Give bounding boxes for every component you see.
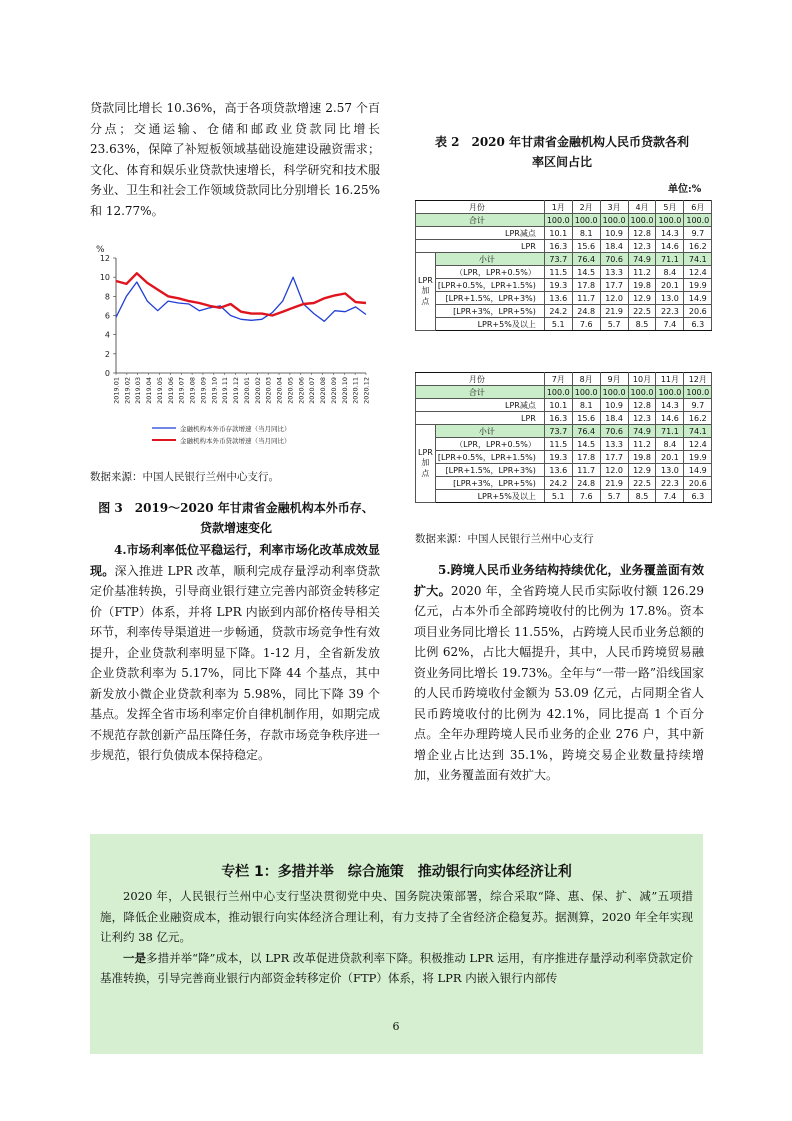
table-caption-line2: 率区间占比 bbox=[531, 155, 592, 169]
value-cell: 21.9 bbox=[600, 305, 628, 318]
value-cell: 100.0 bbox=[684, 386, 712, 399]
table-row bbox=[416, 438, 712, 451]
value-cell: 1月 bbox=[544, 201, 572, 214]
value-cell: 19.3 bbox=[544, 451, 572, 464]
y-axis-unit-label: % bbox=[96, 245, 105, 255]
x-tick-label: 2020.01 bbox=[242, 377, 251, 404]
x-tick-label: 2020.10 bbox=[340, 377, 349, 404]
table-row bbox=[416, 464, 712, 477]
value-cell: 17.7 bbox=[600, 279, 628, 292]
x-tick-label: 2020.11 bbox=[351, 377, 360, 404]
chart-legend bbox=[152, 424, 291, 445]
value-cell: 13.0 bbox=[656, 292, 684, 305]
x-tick-label: 2020.04 bbox=[275, 377, 284, 404]
loan-growth-line bbox=[116, 273, 366, 315]
value-cell: 7.4 bbox=[656, 490, 684, 503]
y-tick-label: 10 bbox=[99, 273, 110, 283]
table-row bbox=[416, 399, 712, 412]
value-cell: 19.9 bbox=[684, 279, 712, 292]
value-cell: 12.9 bbox=[628, 292, 656, 305]
value-cell: 8.1 bbox=[572, 227, 600, 240]
x-tick-label: 2020.06 bbox=[297, 377, 306, 404]
value-cell: 19.3 bbox=[544, 279, 572, 292]
value-cell: 71.1 bbox=[656, 253, 684, 266]
table-caption-line1: 表 2 2020 年甘肃省金融机构人民币贷款各利 bbox=[434, 135, 690, 149]
value-cell: 14.3 bbox=[656, 227, 684, 240]
group-label-cell: LPR 加点 bbox=[416, 253, 436, 331]
legend-label: 金融机构本外币存款增速（当月同比） bbox=[180, 425, 291, 433]
table-source: 数据来源：中国人民银行兰州中心支行 bbox=[415, 533, 594, 545]
chart-source: 数据来源：中国人民银行兰州中心支行。 bbox=[90, 471, 279, 483]
value-cell: 14.6 bbox=[656, 240, 684, 253]
value-cell: 19.9 bbox=[684, 451, 712, 464]
special-column-para1: 2020 年，人民银行兰州中心支行坚决贯彻党中央、国务院决策部署，综合采取“降、惠、保、扩、减”五项措施，降低企业融资成本，推动银行向实体经济合理让利，有力支持了全省经济企稳复苏。据测算，2020 年全年实现让利约 38 亿元。 bbox=[100, 889, 693, 944]
table-row bbox=[416, 279, 712, 292]
row-label-cell: LPR减点 bbox=[416, 399, 545, 412]
x-tick-label: 2020.05 bbox=[286, 377, 295, 404]
group-label-cell: LPR 加点 bbox=[416, 425, 436, 503]
value-cell: 6.3 bbox=[684, 490, 712, 503]
figure-caption-line2: 贷款增速变化 bbox=[199, 521, 272, 535]
value-cell: 8.1 bbox=[572, 399, 600, 412]
table-row bbox=[416, 227, 712, 240]
value-cell: 11.5 bbox=[544, 266, 572, 279]
chart-series bbox=[116, 273, 366, 321]
figure-caption-line1: 图 3 2019～2020 年甘肃省金融机构本外币存、 bbox=[98, 501, 374, 515]
section4-title: 4.市场利率低位平稳运行，利率市场化改革成效显现。 bbox=[90, 543, 380, 578]
chart-axes bbox=[96, 245, 371, 404]
value-cell: 100.0 bbox=[544, 386, 572, 399]
x-tick-label: 2019.03 bbox=[134, 377, 143, 404]
value-cell: 76.4 bbox=[572, 425, 600, 438]
value-cell: 12.8 bbox=[628, 399, 656, 412]
table-row bbox=[416, 292, 712, 305]
rate-table-h1 bbox=[415, 200, 712, 331]
x-tick-label: 2019.12 bbox=[232, 377, 241, 404]
value-cell: 8.5 bbox=[628, 490, 656, 503]
section5-body: 2020 年，全省跨境人民币实际收付额 126.29 亿元，占本外币全部跨境收付的比例为 17.8%。资本项目业务同比增长 11.55%，占跨境人民币业务总额的比例 62%，占比大幅提升，其中，人民币跨境贸易融资业务同比增长 19.73%。全年与“一带一路”沿线国家的人民币跨境收付金额为 53.09 亿元，占同期全省人民币跨境收付的比例为 42.1%，同比提高 1 个百分点。全年办理跨境人民币业务的企业 276 户，其中新增企业占比达到 35.1%，跨境交易企业数量持续增加，业务覆盖面有效扩大。 bbox=[414, 583, 704, 782]
value-cell: 10月 bbox=[628, 373, 656, 386]
special-column-para2 bbox=[100, 948, 693, 989]
deposit-growth-line bbox=[116, 277, 366, 321]
value-cell: 7.6 bbox=[572, 490, 600, 503]
value-cell: 9.7 bbox=[684, 227, 712, 240]
x-tick-label: 2019.04 bbox=[145, 377, 154, 404]
x-tick-label: 2019.10 bbox=[210, 377, 219, 404]
value-cell: 15.6 bbox=[572, 240, 600, 253]
section4-paragraph bbox=[90, 540, 380, 766]
value-cell: 7.4 bbox=[656, 318, 684, 331]
row-label-cell: 月份 bbox=[416, 201, 545, 214]
special-column-para2-body: 多措并举“降”成本，以 LPR 改革促进贷款利率下降。积极推动 LPR 运用，有序推进存量浮动利率贷款定价基准转换，引导完善商业银行内部资金转移定价（FTP）体系，将 LPR 内嵌入银行内部传 bbox=[100, 950, 693, 985]
rate-table-h2 bbox=[415, 372, 712, 503]
value-cell: 12.4 bbox=[684, 266, 712, 279]
value-cell: 12.9 bbox=[628, 464, 656, 477]
value-cell: 76.4 bbox=[572, 253, 600, 266]
table-row bbox=[416, 412, 712, 425]
row-label-cell: LPR+5%及以上 bbox=[435, 318, 544, 331]
value-cell: 22.3 bbox=[656, 477, 684, 490]
x-tick-label: 2019.02 bbox=[123, 377, 132, 404]
row-label-cell: 合计 bbox=[416, 214, 545, 227]
value-cell: 2月 bbox=[572, 201, 600, 214]
row-label-cell: LPR bbox=[416, 240, 545, 253]
x-tick-label: 2020.07 bbox=[308, 377, 317, 404]
value-cell: 20.1 bbox=[656, 451, 684, 464]
value-cell: 100.0 bbox=[628, 386, 656, 399]
value-cell: 24.8 bbox=[572, 305, 600, 318]
value-cell: 8.4 bbox=[656, 438, 684, 451]
value-cell: 22.3 bbox=[656, 305, 684, 318]
value-cell: 14.5 bbox=[572, 266, 600, 279]
section5-title: 5.跨境人民币业务结构持续优化，业务覆盖面有效扩大。 bbox=[414, 563, 704, 598]
figure-caption bbox=[86, 498, 386, 538]
table-unit: 单位:% bbox=[668, 184, 702, 195]
table-row bbox=[416, 373, 712, 386]
value-cell: 5.7 bbox=[600, 490, 628, 503]
value-cell: 9月 bbox=[600, 373, 628, 386]
value-cell: 8月 bbox=[572, 373, 600, 386]
value-cell: 4月 bbox=[628, 201, 656, 214]
value-cell: 22.5 bbox=[628, 305, 656, 318]
value-cell: 13.3 bbox=[600, 266, 628, 279]
section4-body: 深入推进 LPR 改革，顺利完成存量浮动利率贷款定价基准转换，引导商业银行建立完善内部资金转移定价（FTP）体系，并将 LPR 内嵌到内部价格传导相关环节，利率传导渠道进一步畅通，贷款市场竞争性有效提升，企业贷款利率明显下降。1-12 月，全省新发放企业贷款利率为 5.17%，同比下降 44 个基点，其中新发放小微企业贷款利率为 5.98%，同比下降 39 个基点。发挥全省市场利率定价自律机制作用，如期完成不规范存款创新产品压降任务，存款市场竞争秩序进一步规范，银行负债成本保持稳定。 bbox=[90, 563, 380, 762]
y-tick-label: 8 bbox=[104, 292, 110, 302]
value-cell: 11.2 bbox=[628, 438, 656, 451]
value-cell: 100.0 bbox=[600, 386, 628, 399]
row-label-cell: [LPR+1.5%，LPR+3%) bbox=[435, 464, 544, 477]
value-cell: 74.9 bbox=[628, 253, 656, 266]
x-tick-label: 2020.12 bbox=[362, 377, 371, 404]
value-cell: 5.1 bbox=[544, 318, 572, 331]
value-cell: 100.0 bbox=[544, 214, 572, 227]
page-number: 6 bbox=[392, 1020, 400, 1033]
value-cell: 17.8 bbox=[572, 451, 600, 464]
value-cell: 6月 bbox=[684, 201, 712, 214]
table-row bbox=[416, 266, 712, 279]
special-column-para2-lead: 一是 bbox=[123, 950, 147, 965]
row-label-cell: LPR+5%及以上 bbox=[435, 490, 544, 503]
value-cell: 11.7 bbox=[572, 464, 600, 477]
table-row bbox=[416, 240, 712, 253]
value-cell: 74.9 bbox=[628, 425, 656, 438]
value-cell: 11.2 bbox=[628, 266, 656, 279]
value-cell: 74.1 bbox=[684, 425, 712, 438]
x-tick-label: 2019.06 bbox=[166, 377, 175, 404]
x-tick-label: 2020.08 bbox=[319, 377, 328, 404]
table-row bbox=[416, 477, 712, 490]
value-cell: 100.0 bbox=[572, 214, 600, 227]
table-row bbox=[416, 253, 712, 266]
value-cell: 17.8 bbox=[572, 279, 600, 292]
value-cell: 12.0 bbox=[600, 292, 628, 305]
row-label-cell: [LPR+0.5%，LPR+1.5%) bbox=[435, 451, 544, 464]
x-tick-label: 2019.09 bbox=[199, 377, 208, 404]
value-cell: 10.9 bbox=[600, 227, 628, 240]
table-row bbox=[416, 451, 712, 464]
value-cell: 21.9 bbox=[600, 477, 628, 490]
value-cell: 100.0 bbox=[628, 214, 656, 227]
table-row bbox=[416, 425, 712, 438]
value-cell: 22.5 bbox=[628, 477, 656, 490]
value-cell: 17.7 bbox=[600, 451, 628, 464]
table-row bbox=[416, 490, 712, 503]
value-cell: 10.9 bbox=[600, 399, 628, 412]
value-cell: 100.0 bbox=[600, 214, 628, 227]
value-cell: 14.6 bbox=[656, 412, 684, 425]
row-label-cell: 月份 bbox=[416, 373, 545, 386]
special-column-title: 专栏 1：多措并举 综合施策 推动银行向实体经济让利 bbox=[221, 864, 572, 880]
value-cell: 19.8 bbox=[628, 279, 656, 292]
value-cell: 19.8 bbox=[628, 451, 656, 464]
value-cell: 20.6 bbox=[684, 305, 712, 318]
row-label-cell: LPR bbox=[416, 412, 545, 425]
section5-paragraph bbox=[414, 560, 704, 786]
x-tick-label: 2019.07 bbox=[177, 377, 186, 404]
table-row bbox=[416, 386, 712, 399]
value-cell: 5.1 bbox=[544, 490, 572, 503]
row-label-cell: 小计 bbox=[435, 425, 544, 438]
value-cell: 12.3 bbox=[628, 412, 656, 425]
intro-paragraph: 贷款同比增长 10.36%，高于各项贷款增速 2.57 个百分点；交通运输、仓储和邮政业贷款同比增长 23.63%，保障了补短板领域基础设施建设融资需求；文化、体育和娱乐业贷款快速增长，科学研究和技术服务业、卫生和社会工作领域贷款同比分别增长 16.25%和 12.77%。 bbox=[90, 101, 380, 218]
y-tick-label: 6 bbox=[104, 311, 110, 321]
value-cell: 24.2 bbox=[544, 305, 572, 318]
y-tick-label: 2 bbox=[104, 349, 110, 359]
value-cell: 70.6 bbox=[600, 425, 628, 438]
row-label-cell: 小计 bbox=[435, 253, 544, 266]
value-cell: 16.2 bbox=[684, 240, 712, 253]
value-cell: 74.1 bbox=[684, 253, 712, 266]
legend-label: 金融机构本外币贷款增速（当月同比） bbox=[180, 437, 291, 445]
value-cell: 20.6 bbox=[684, 477, 712, 490]
row-label-cell: （LPR，LPR+0.5%） bbox=[435, 266, 544, 279]
y-tick-label: 0 bbox=[104, 369, 110, 378]
value-cell: 5月 bbox=[656, 201, 684, 214]
row-label-cell: LPR减点 bbox=[416, 227, 545, 240]
value-cell: 73.7 bbox=[544, 253, 572, 266]
x-tick-label: 2020.02 bbox=[253, 377, 262, 404]
value-cell: 14.3 bbox=[656, 399, 684, 412]
x-tick-label: 2020.03 bbox=[264, 377, 273, 404]
value-cell: 8.4 bbox=[656, 266, 684, 279]
value-cell: 20.1 bbox=[656, 279, 684, 292]
value-cell: 16.3 bbox=[544, 240, 572, 253]
value-cell: 12月 bbox=[684, 373, 712, 386]
x-tick-label: 2019.01 bbox=[112, 377, 121, 404]
row-label-cell: [LPR+3%，LPR+5%) bbox=[435, 305, 544, 318]
value-cell: 100.0 bbox=[572, 386, 600, 399]
row-label-cell: [LPR+0.5%，LPR+1.5%) bbox=[435, 279, 544, 292]
table-row bbox=[416, 305, 712, 318]
value-cell: 100.0 bbox=[656, 214, 684, 227]
row-label-cell: [LPR+3%，LPR+5%) bbox=[435, 477, 544, 490]
value-cell: 11.7 bbox=[572, 292, 600, 305]
value-cell: 13.6 bbox=[544, 464, 572, 477]
value-cell: 12.4 bbox=[684, 438, 712, 451]
value-cell: 11月 bbox=[656, 373, 684, 386]
growth-line-chart bbox=[86, 238, 386, 470]
row-label-cell: [LPR+1.5%，LPR+3%) bbox=[435, 292, 544, 305]
row-label-cell: （LPR，LPR+0.5%） bbox=[435, 438, 544, 451]
y-tick-label: 12 bbox=[99, 254, 110, 263]
table-row bbox=[416, 214, 712, 227]
value-cell: 73.7 bbox=[544, 425, 572, 438]
value-cell: 9.7 bbox=[684, 399, 712, 412]
table-row bbox=[416, 201, 712, 214]
special-column-text bbox=[100, 886, 693, 989]
value-cell: 14.9 bbox=[684, 464, 712, 477]
value-cell: 16.2 bbox=[684, 412, 712, 425]
value-cell: 15.6 bbox=[572, 412, 600, 425]
value-cell: 12.3 bbox=[628, 240, 656, 253]
x-tick-label: 2019.05 bbox=[155, 377, 164, 404]
x-tick-label: 2020.09 bbox=[329, 377, 338, 404]
value-cell: 14.5 bbox=[572, 438, 600, 451]
value-cell: 11.5 bbox=[544, 438, 572, 451]
value-cell: 13.0 bbox=[656, 464, 684, 477]
value-cell: 6.3 bbox=[684, 318, 712, 331]
value-cell: 13.3 bbox=[600, 438, 628, 451]
value-cell: 71.1 bbox=[656, 425, 684, 438]
value-cell: 24.2 bbox=[544, 477, 572, 490]
value-cell: 10.1 bbox=[544, 227, 572, 240]
value-cell: 13.6 bbox=[544, 292, 572, 305]
value-cell: 7.6 bbox=[572, 318, 600, 331]
value-cell: 100.0 bbox=[656, 386, 684, 399]
value-cell: 18.4 bbox=[600, 412, 628, 425]
y-tick-label: 4 bbox=[104, 330, 110, 340]
value-cell: 18.4 bbox=[600, 240, 628, 253]
value-cell: 100.0 bbox=[684, 214, 712, 227]
value-cell: 5.7 bbox=[600, 318, 628, 331]
value-cell: 12.0 bbox=[600, 464, 628, 477]
x-tick-label: 2019.08 bbox=[188, 377, 197, 404]
value-cell: 10.1 bbox=[544, 399, 572, 412]
table-row bbox=[416, 318, 712, 331]
value-cell: 8.5 bbox=[628, 318, 656, 331]
value-cell: 24.8 bbox=[572, 477, 600, 490]
x-tick-label: 2019.11 bbox=[221, 377, 230, 404]
row-label-cell: 合计 bbox=[416, 386, 545, 399]
value-cell: 16.3 bbox=[544, 412, 572, 425]
value-cell: 12.8 bbox=[628, 227, 656, 240]
value-cell: 14.9 bbox=[684, 292, 712, 305]
value-cell: 7月 bbox=[544, 373, 572, 386]
value-cell: 70.6 bbox=[600, 253, 628, 266]
value-cell: 3月 bbox=[600, 201, 628, 214]
table-caption bbox=[412, 132, 712, 172]
